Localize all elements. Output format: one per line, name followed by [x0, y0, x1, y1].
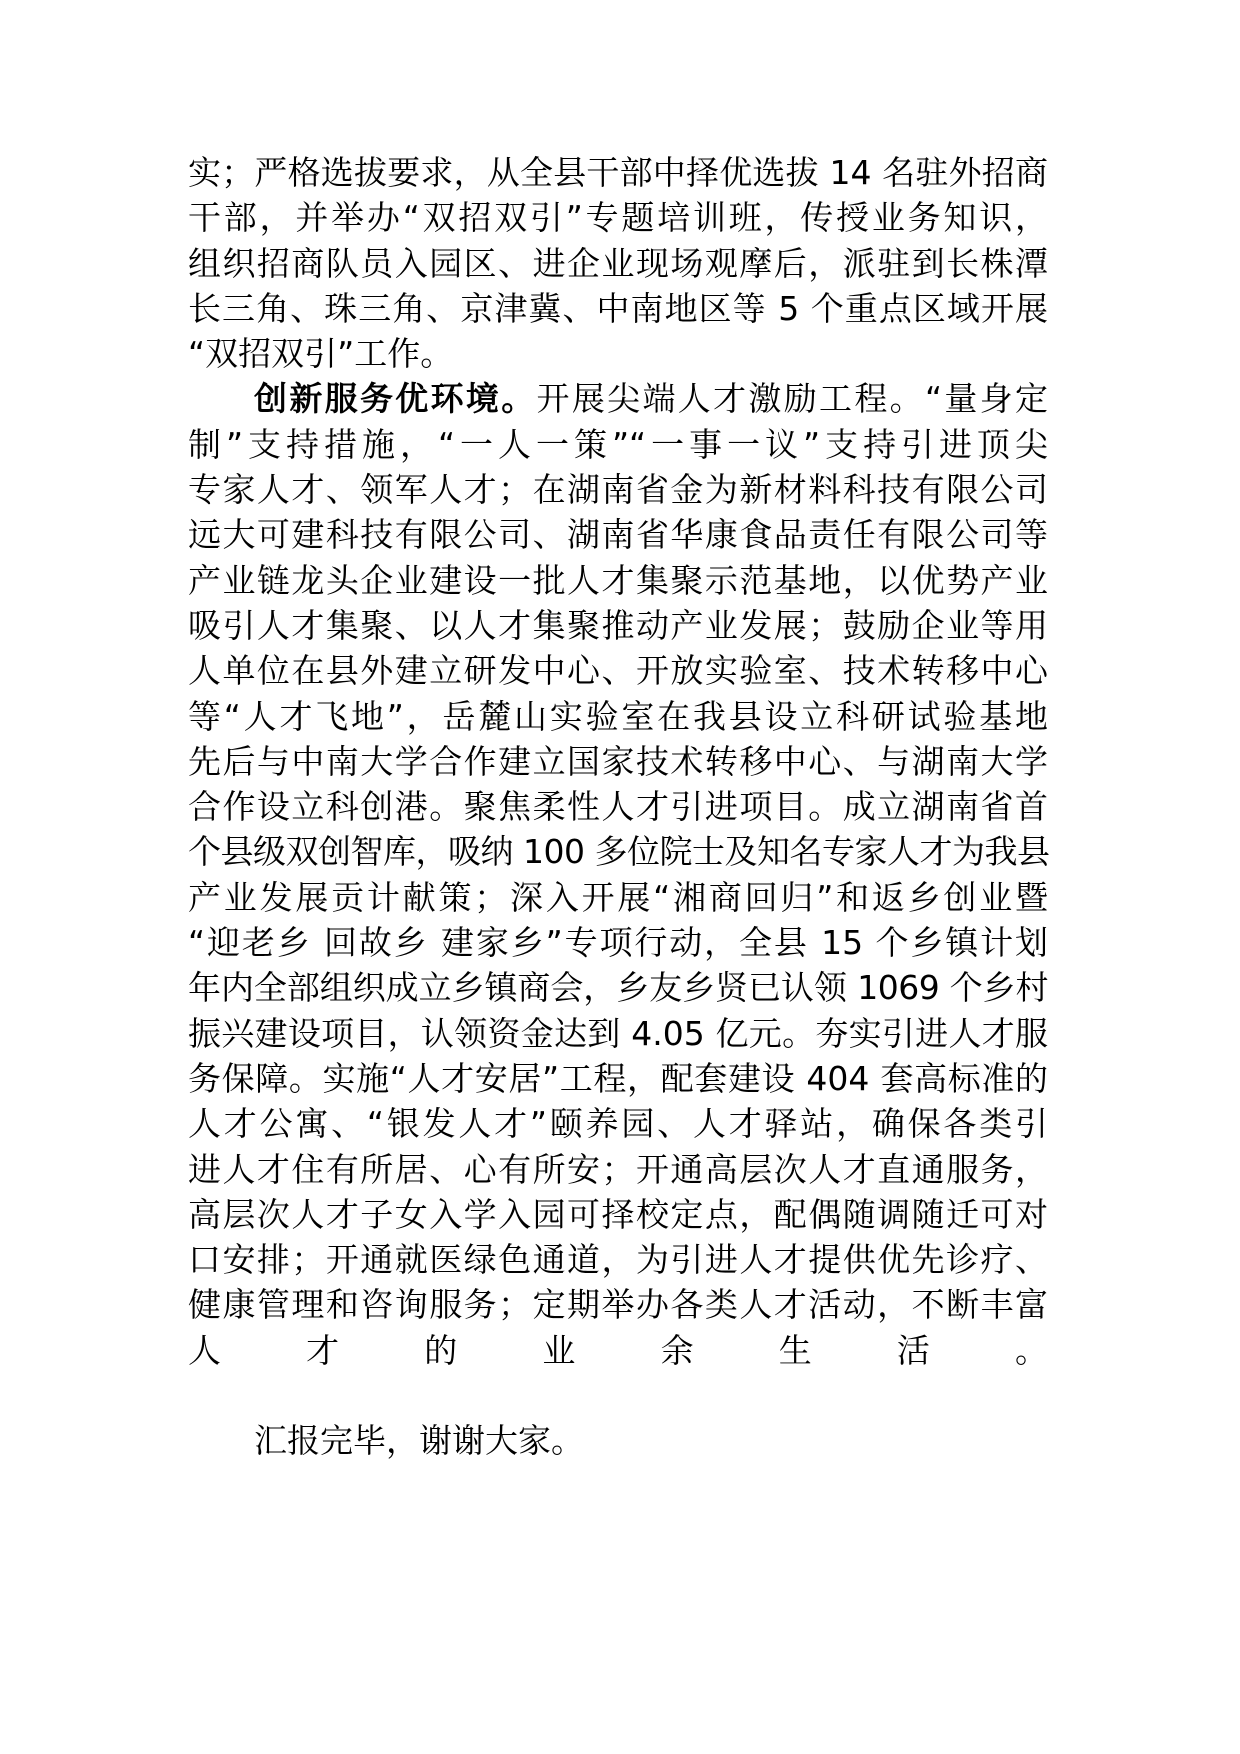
text-line	[188, 376, 1048, 421]
text-line: 人单位在县外建立研发中心、开放实验室、技术转移中心	[188, 651, 1048, 691]
text-line: 产业链龙头企业建设一批人才集聚示范基地，以优势产业	[188, 560, 1048, 600]
text-line: “迎老乡 回故乡 建家乡”专项行动，全县 15 个乡镇计划	[188, 923, 1048, 963]
text-line: 年内全部组织成立乡镇商会，乡友乡贤已认领 1069 个乡村	[188, 968, 1048, 1008]
body-text	[188, 150, 1048, 1464]
paragraph-closing	[188, 1418, 1048, 1463]
text-line: 高层次人才子女入学入园可择校定点，配偶随调随迁可对	[188, 1194, 1048, 1234]
paragraph-service-environment	[188, 376, 1048, 1418]
text-line: 远大可建科技有限公司、湖南省华康食品责任有限公司等	[188, 515, 1048, 555]
text-line: 振兴建设项目，认领资金达到 4.05 亿元。夯实引进人才服	[188, 1013, 1048, 1053]
text-line: 产业发展贡计献策；深入开展“湘商回归”和返乡创业暨	[188, 877, 1048, 917]
text-line: 健康管理和咨询服务；定期举办各类人才活动，不断丰富	[188, 1285, 1048, 1325]
text-line: “双招双引”工作。	[188, 334, 454, 374]
text-line: 长三角、珠三角、京津冀、中南地区等 5 个重点区域开展	[188, 288, 1048, 328]
closing-remark: 汇报完毕，谢谢大家。	[254, 1421, 584, 1461]
text-line: 务保障。实施“人才安居”工程，配套建设 404 套高标准的	[188, 1058, 1048, 1098]
text-line: 口安排；开通就医绿色通道，为引进人才提供优先诊疗、	[188, 1240, 1048, 1280]
text-line: 吸引人才集聚、以人才集聚推动产业发展；鼓励企业等用	[188, 605, 1048, 645]
text-line: 进人才住有所居、心有所安；开通高层次人才直通服务，	[188, 1149, 1048, 1189]
text-line: 干部，并举办“双招双引”专题培训班，传授业务知识，	[188, 198, 1048, 238]
text-line: 等“人才飞地”，岳麓山实验室在我县设立科研试验基地	[188, 696, 1048, 736]
section-heading: 创新服务优环境。	[254, 379, 537, 419]
text-line: 合作设立科创港。聚焦柔性人才引进项目。成立湖南省首	[188, 787, 1048, 827]
text-line: 先后与中南大学合作建立国家技术转移中心、与湖南大学	[188, 741, 1048, 781]
text-line: 制”支持措施，“一人一策”“一事一议”支持引进顶尖	[188, 424, 1048, 464]
text-line: 人才的业余生活。	[188, 1330, 1048, 1370]
text-line: 专家人才、领军人才；在湖南省金为新材料科技有限公司	[188, 470, 1048, 510]
heading-line-text: 开展尖端人才激励工程。“量身定	[536, 379, 1048, 419]
text-line: 人才公寓、“银发人才”颐养园、人才驿站，确保各类引	[188, 1104, 1048, 1144]
paragraph-recruitment-team	[188, 150, 1048, 376]
text-line: 实；严格选拔要求，从全县干部中择优选拔 14 名驻外招商	[188, 153, 1048, 192]
text-line: 个县级双创智库，吸纳 100 多位院士及知名专家人才为我县	[188, 832, 1050, 872]
text-line	[188, 1373, 1048, 1418]
text-line: 组织招商队员入园区、进企业现场观摩后，派驻到长株潭	[188, 243, 1048, 283]
